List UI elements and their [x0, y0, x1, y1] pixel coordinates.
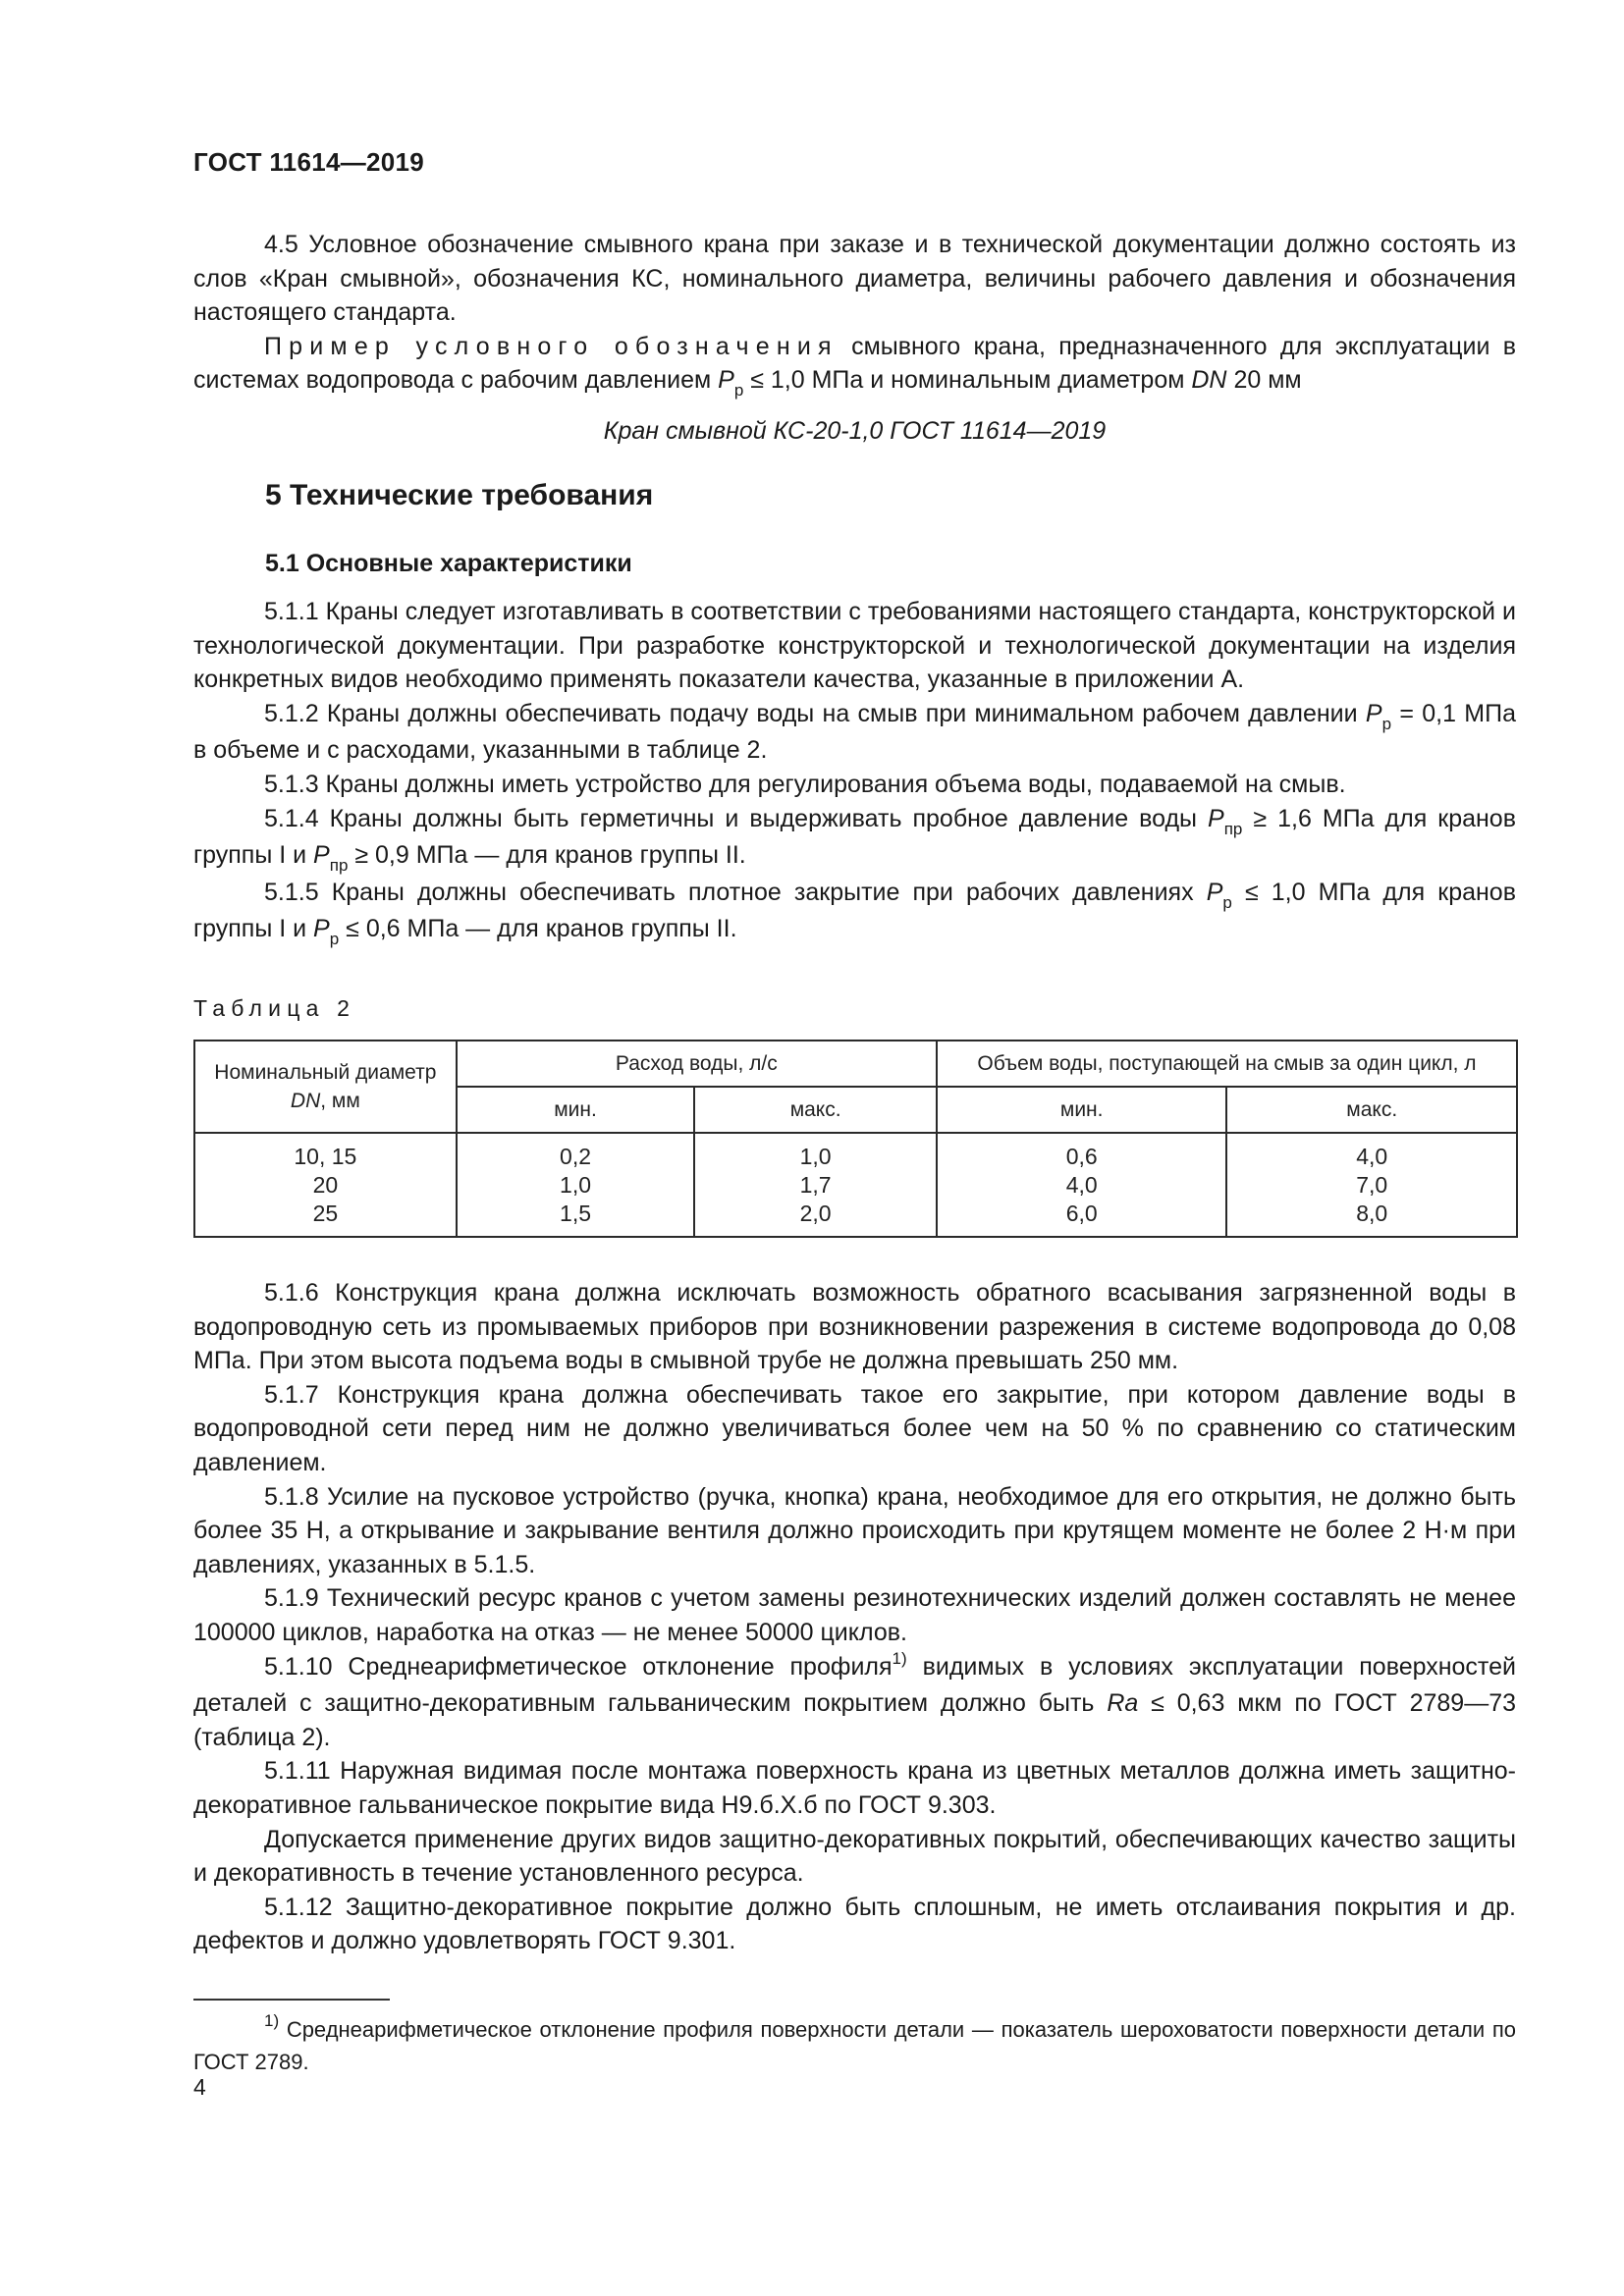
table-2: [193, 1040, 1518, 1238]
clause-5-1-4-a: 5.1.4 Краны должны быть герметичны и выдерживать пробное давление воды: [264, 804, 1198, 832]
clause-5-1-1: 5.1.1 Краны следует изготавливать в соответствии с требованиями настоящего стандарта, конструкторской и технологической документации. При разработке конструкторской и технологической документации на изделия конкретных видов необходимо применять показатели качества, указанные в приложении А.: [193, 598, 1516, 694]
header-flow: Расход воды, л/с: [457, 1041, 937, 1087]
clause-5-1-10-a: 5.1.10 Среднеарифметическое отклонение профиля: [264, 1652, 893, 1681]
p-subscript: р: [1222, 892, 1232, 912]
clause-5-1-3: 5.1.3 Краны должны иметь устройство для регулирования объема воды, подаваемой на смыв.: [264, 770, 1346, 798]
footnote-divider: [193, 1999, 390, 2001]
table-header-row: [194, 1041, 1517, 1087]
cell-dn: 10, 15 20 25: [194, 1133, 457, 1237]
p-subscript: р: [1381, 714, 1392, 733]
page-number: 4: [193, 2074, 206, 2100]
header-volume: Объем воды, поступающей на смыв за один цикл, л: [937, 1041, 1517, 1087]
clause-5-1-5-a: 5.1.5 Краны должны обеспечивать плотное закрытие при рабочих давлениях: [264, 878, 1194, 906]
clause-4-5-example: [193, 330, 1516, 400]
ra-symbol: Ra: [1107, 1689, 1139, 1718]
clause-5-1-4: [193, 802, 1516, 876]
clause-5-1-2-a: 5.1.2 Краны должны обеспечивать подачу воды на смыв при минимальном рабочем давлении: [264, 699, 1358, 727]
clause-5-1-10-b: видимых в условиях эксплуатации поверхностей деталей с защитно-декоративным гальваническим покрытием должно быть: [193, 1652, 1516, 1718]
example-text-3: 20 мм: [1233, 366, 1302, 395]
clause-5-1-2-b: = 0,1 МПа в объеме и с расходами, указанными в таблице 2.: [193, 699, 1516, 765]
clauses-5-1-6-to-5-1-12: [193, 1276, 1516, 1958]
clause-4-5-text: 4.5 Условное обозначение смывного крана при заказе и в технической документации должно состоять из слов «Кран смывной», обозначения КС, номинального диаметра, величины рабочего давления и обозначения настоящего стандарта.: [193, 231, 1516, 327]
cell-flow-min: 0,2 1,0 1,5: [457, 1133, 695, 1237]
clause-5-1-11: 5.1.11 Наружная видимая после монтажа поверхность крана из цветных металлов должна иметь защитно-декоративное гальваническое покрытие вида Н9.б.Х.б по ГОСТ 9.303.: [193, 1757, 1516, 1819]
footnote: [193, 2011, 1516, 2077]
pressure-symbol: P: [718, 366, 734, 395]
clause-5-1-5-b: ≤ 1,0 МПа для кранов группы I и: [193, 878, 1516, 943]
dn-symbol: DN: [290, 1090, 321, 1112]
dn-symbol: DN: [1191, 366, 1227, 395]
footnote-mark: 1): [264, 2011, 280, 2030]
header-flow-min: мин.: [457, 1087, 695, 1133]
example-text-1: смывного крана, предназначенного для эксплуатации в системах водопровода с рабочим давлением: [193, 332, 1517, 395]
header-volume-min: мин.: [937, 1087, 1227, 1133]
clause-5-1-5: [193, 876, 1516, 949]
cell-volume-max: 4,0 7,0 8,0: [1226, 1133, 1517, 1237]
designation-example: Кран смывной КС-20-1,0 ГОСТ 11614—2019: [603, 416, 1107, 445]
cell-flow-max: 1,0 1,7 2,0: [694, 1133, 937, 1237]
example-text-2: ≤ 1,0 МПа и номинальным диаметром: [750, 366, 1185, 395]
clause-5-1-4-c: ≥ 0,9 МПа — для кранов группы II.: [354, 841, 746, 870]
clause-5-1-7: 5.1.7 Конструкция крана должна обеспечивать такое его закрытие, при котором давление воды в водопроводной сети перед ним не должно увеличиваться более чем на 50 % по сравнению со статическим давлением.: [193, 1380, 1516, 1476]
p-symbol: P: [1206, 878, 1223, 906]
header-dn: Номинальный диаметр DN, мм: [194, 1041, 457, 1133]
clause-5-1-10-c: ≤ 0,63 мкм по ГОСТ 2789—73 (таблица 2).: [193, 1689, 1517, 1751]
p-symbol: P: [1208, 804, 1224, 832]
clause-5-1-9: 5.1.9 Технический ресурс кранов с учетом замены резинотехнических изделий должен составлять не менее 100000 циклов, наработка на отказ — не менее 50000 циклов.: [193, 1584, 1516, 1646]
p-subscript: р: [329, 930, 340, 949]
pressure-subscript: р: [733, 381, 744, 400]
example-label: Пример условного обозначения: [264, 332, 839, 360]
clause-5-1-4-b: ≥ 1,6 МПа для кранов группы I и: [193, 804, 1516, 870]
section-5-title: 5 Технические требования: [265, 479, 654, 511]
clause-5-1-12: 5.1.12 Защитно-декоративное покрытие должно быть сплошным, не иметь отслаивания покрытия и др. дефектов и должно удовлетворять ГОСТ 9.301.: [193, 1893, 1516, 1955]
table-2-caption: Таблица 2: [193, 995, 356, 1021]
p-subscript: пр: [329, 856, 349, 876]
table-data-row: [194, 1133, 1517, 1237]
clause-5-1-10: [193, 1650, 1516, 1755]
header-flow-max: макс.: [694, 1087, 937, 1133]
clause-5-1-8: 5.1.8 Усилие на пусковое устройство (ручка, кнопка) крана, необходимое для его открытия, не должно быть более 35 Н, а открывание и закрывание вентиля должно происходить при крутящем моменте не более 2 Н·м при давлениях, указанных в 5.1.5.: [193, 1482, 1516, 1578]
p-subscript: пр: [1223, 819, 1243, 838]
footnote-text: Среднеарифметическое отклонение профиля поверхности детали — показатель шероховатости поверхности детали по ГОСТ 2789.: [193, 2017, 1516, 2074]
clause-5-1-11-note: Допускается применение других видов защитно-декоративных покрытий, обеспечивающих качество защиты и декоративность в течение установленного ресурса.: [193, 1825, 1516, 1888]
subsection-5-1-title: 5.1 Основные характеристики: [265, 550, 632, 577]
p-symbol: P: [313, 915, 330, 943]
clause-5-1-5-c: ≤ 0,6 МПа — для кранов группы II.: [346, 915, 737, 943]
clause-5-1-2: [193, 697, 1516, 768]
p-symbol: P: [313, 841, 330, 870]
standard-header: ГОСТ 11614—2019: [193, 147, 425, 177]
cell-volume-min: 0,6 4,0 6,0: [937, 1133, 1227, 1237]
footnote-reference: 1): [892, 1648, 907, 1668]
p-symbol: P: [1365, 699, 1382, 727]
clause-5-1-6: 5.1.6 Конструкция крана должна исключать возможность обратного всасывания загрязненной воды в водопроводную сеть из промываемых приборов при возникновении разрежения в системе водопровода до 0,08 МПа. При этом высота подъема воды в смывной трубе не должна превышать 250 мм.: [193, 1279, 1516, 1375]
clause-4-5: [193, 228, 1516, 449]
header-volume-max: макс.: [1226, 1087, 1517, 1133]
clauses-5-1-1-to-5-1-5: [193, 595, 1516, 949]
